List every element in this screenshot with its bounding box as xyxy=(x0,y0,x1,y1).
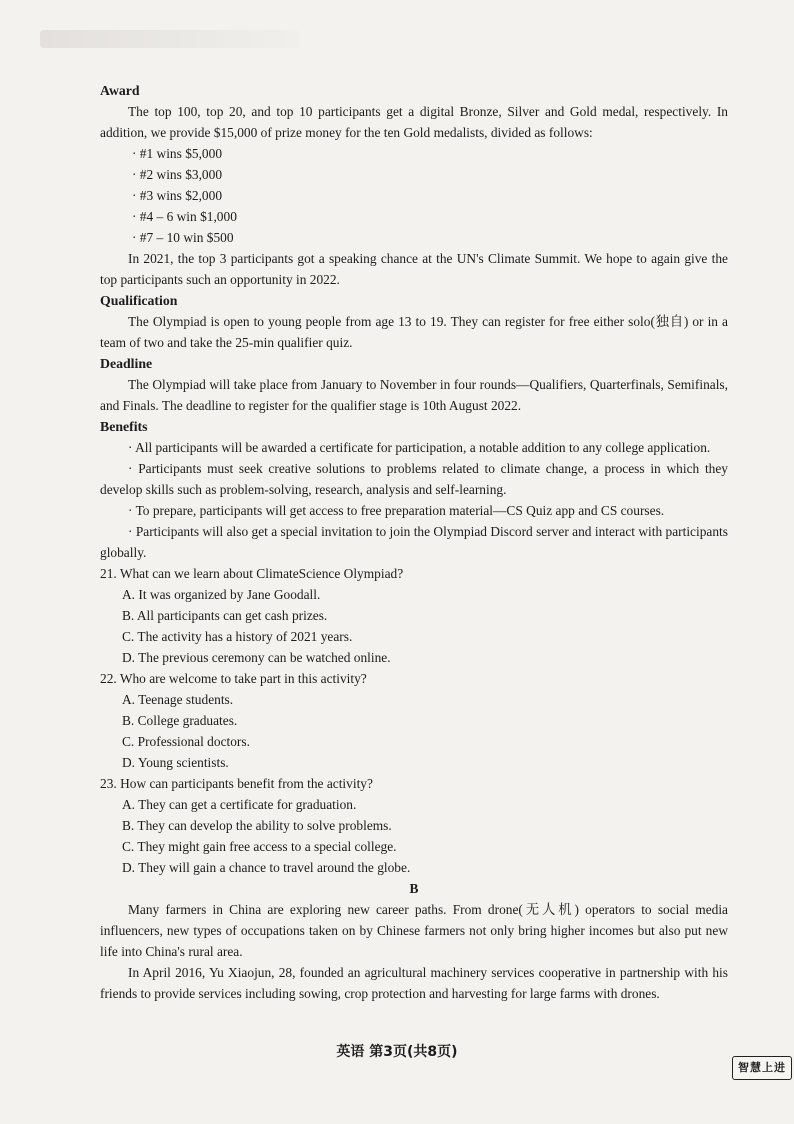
qualification-heading: Qualification xyxy=(100,293,178,308)
prize-item: · #7 – 10 win $500 xyxy=(132,230,234,245)
prize-item: · #1 wins $5,000 xyxy=(132,146,223,161)
option-item: A. They can get a certificate for graduation. xyxy=(122,797,357,812)
option-item: A. Teenage students. xyxy=(122,692,234,707)
publisher-stamp: 智慧上进 xyxy=(732,1056,792,1080)
qualification-text: The Olympiad is open to young people from age 13 to 19. They can register for free either solo(独自) or in a team of two and take the 25-min qualifier quiz. xyxy=(100,314,728,350)
option-item: D. They will gain a chance to travel around the globe. xyxy=(122,860,411,875)
option-item: A. It was organized by Jane Goodall. xyxy=(122,587,321,602)
question-options xyxy=(100,584,728,668)
award-note: In 2021, the top 3 participants got a speaking chance at the UN's Climate Summit. We hope to again give the top participants such an opportunity in 2022. xyxy=(100,251,728,287)
question-stem: 23. How can participants benefit from the activity? xyxy=(100,776,373,791)
prize-list xyxy=(100,143,728,248)
benefit-item: · All participants will be awarded a certificate for participation, a notable addition to any college application. xyxy=(128,440,711,455)
section-b-paragraph: Many farmers in China are exploring new career paths. From drone(无人机) operators to social media influencers, new types of occupations taken on by Chinese farmers not only bring higher incomes but also put new life into China's rural area. xyxy=(100,902,728,959)
option-item: B. College graduates. xyxy=(122,713,238,728)
section-b-paragraph: In April 2016, Yu Xiaojun, 28, founded an agricultural machinery services cooperative in partnership with his friends to provide services including sowing, crop protection and harvesting for large farms with drones. xyxy=(100,965,728,1001)
option-item: D. Young scientists. xyxy=(122,755,229,770)
question-stem: 22. Who are welcome to take part in this activity? xyxy=(100,671,367,686)
page-content xyxy=(100,80,728,1004)
question-options xyxy=(100,794,728,878)
benefit-item: · Participants must seek creative solutions to problems related to climate change, a process in which they develop skills such as problem-solving, research, analysis and self-learning. xyxy=(100,461,728,497)
award-heading: Award xyxy=(100,83,140,98)
option-item: C. The activity has a history of 2021 years. xyxy=(122,629,353,644)
prize-item: · #3 wins $2,000 xyxy=(132,188,223,203)
award-intro: The top 100, top 20, and top 10 participants get a digital Bronze, Silver and Gold medal, respectively. In addition, we provide $15,000 of prize money for the ten Gold medalists, divided as follows: xyxy=(100,104,728,140)
prize-item: · #2 wins $3,000 xyxy=(132,167,223,182)
benefit-item: · Participants will also get a special invitation to join the Olympiad Discord server and interact with participants globally. xyxy=(100,524,728,560)
question-options xyxy=(100,689,728,773)
option-item: B. They can develop the ability to solve problems. xyxy=(122,818,392,833)
scan-smudge xyxy=(40,30,300,48)
option-item: D. The previous ceremony can be watched online. xyxy=(122,650,391,665)
page-footer: 英语 第3页(共8页) xyxy=(336,1044,458,1060)
deadline-text: The Olympiad will take place from January to November in four rounds—Qualifiers, Quarterfinals, Semifinals, and Finals. The deadline to register for the qualifier stage is 10th August 2022. xyxy=(100,377,728,413)
question-stem: 21. What can we learn about ClimateScience Olympiad? xyxy=(100,566,404,581)
section-b-letter: B xyxy=(409,881,419,896)
option-item: B. All participants can get cash prizes. xyxy=(122,608,328,623)
benefit-item: · To prepare, participants will get access to free preparation material—CS Quiz app and CS courses. xyxy=(128,503,665,518)
option-item: C. They might gain free access to a special college. xyxy=(122,839,397,854)
option-item: C. Professional doctors. xyxy=(122,734,250,749)
deadline-heading: Deadline xyxy=(100,356,153,371)
prize-item: · #4 – 6 win $1,000 xyxy=(132,209,237,224)
benefits-heading: Benefits xyxy=(100,419,148,434)
